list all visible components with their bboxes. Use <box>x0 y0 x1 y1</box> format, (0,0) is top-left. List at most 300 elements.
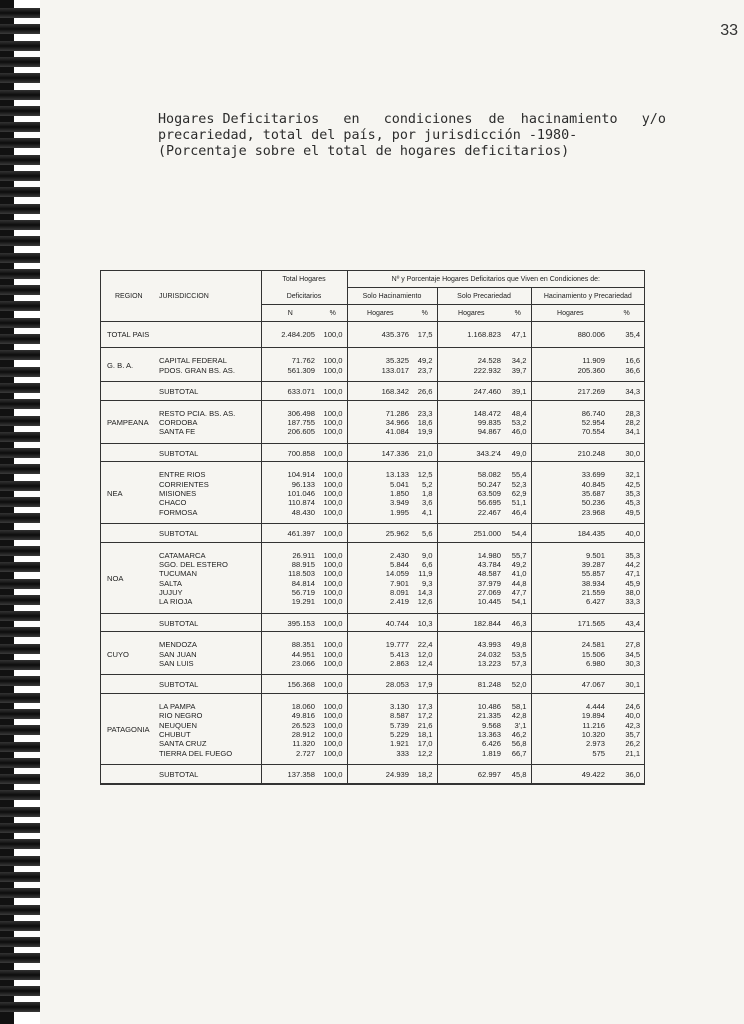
jurisdiction-name: PDOS. GRAN BS. AS. <box>159 365 235 375</box>
cell-hogares-prec: 43.784 <box>477 559 502 569</box>
cell-n: 71.762 <box>291 356 315 366</box>
cell-hogares-hac: 71.286 <box>385 408 410 418</box>
cell-pct: 100,0 <box>323 711 343 721</box>
cell-pct-hacprec: 44,2 <box>625 559 641 569</box>
cell-hogares-hacprec: 21.559 <box>581 588 606 598</box>
region-group-row <box>101 348 644 382</box>
cell-n: 104.914 <box>287 470 315 480</box>
jurisdiction-list <box>159 632 261 675</box>
cell-hogares-hacprec: 39.287 <box>581 559 606 569</box>
jurisdiction-list <box>159 400 261 443</box>
cell-pct-prec-column <box>505 693 531 764</box>
cell-pct: 100,0 <box>323 470 343 480</box>
cell-pct-hacprec: 49,5 <box>625 507 641 517</box>
cell-hogares-prec: 1.819 <box>482 748 502 758</box>
cell-n-column <box>261 400 319 443</box>
cell-pct-prec: 58,1 <box>511 701 527 711</box>
cell-pct-hac: 19,9 <box>417 427 433 437</box>
header-hogares: Hogares <box>531 305 609 322</box>
cell-n-column <box>261 693 319 764</box>
cell-pct-hacprec-column <box>609 462 644 524</box>
subtotal-cell-pct-prec: 52,0 <box>505 675 531 693</box>
subtotal-cell-pct: 100,0 <box>319 382 347 400</box>
cell-hogares-hac: 41.084 <box>385 427 410 437</box>
cell-pct: 100,0 <box>323 488 343 498</box>
cell-pct-prec: 51,1 <box>511 498 527 508</box>
cell-pct: 100,0 <box>323 356 343 366</box>
subtotal-cell-hogares-hacprec: 49.422 <box>531 765 609 783</box>
subtotal-cell-n: 700.858 <box>261 443 319 461</box>
cell-pct-hac: 12,2 <box>417 748 433 758</box>
region-group-row <box>101 632 644 675</box>
cell-pct-prec: 53,2 <box>511 417 527 427</box>
cell-hogares-hacprec-column <box>531 632 609 675</box>
cell-n: 110.874 <box>288 498 315 508</box>
total-pais-row <box>101 322 644 348</box>
cell-pct-prec: 47,1 <box>505 322 531 348</box>
cell-hogares-hac: 35.325 <box>385 356 410 366</box>
subtotal-row <box>101 675 644 693</box>
cell-pct-hacprec: 21,1 <box>625 748 641 758</box>
subtotal-cell-pct-hacprec: 30,1 <box>609 675 644 693</box>
subtotal-cell-hogares-hac: 147.336 <box>347 443 413 461</box>
binding-spine <box>0 0 14 1024</box>
jurisdiction-name: SAN LUIS <box>159 659 194 669</box>
cell-hogares-prec: 24.528 <box>477 356 502 366</box>
cell-pct-hac: 4,1 <box>421 507 433 517</box>
cell-n: 2.484.205 <box>261 322 319 348</box>
jurisdiction-name: SANTA FE <box>159 427 196 437</box>
subtotal-row <box>101 765 644 783</box>
cell-pct-hacprec: 42,5 <box>625 479 641 489</box>
cell-pct-hac: 5,2 <box>421 479 433 489</box>
cell-hogares-hac: 5.413 <box>390 649 410 659</box>
subtotal-cell-n: 156.368 <box>261 675 319 693</box>
cell-hogares-prec: 99.835 <box>477 417 502 427</box>
cell-n: 187.755 <box>287 417 315 427</box>
subtotal-cell-hogares-hacprec: 184.435 <box>531 524 609 542</box>
cell-hogares-hac: 3.130 <box>390 701 410 711</box>
cell-pct-prec-column <box>505 400 531 443</box>
cell-hogares-hacprec: 70.554 <box>581 427 606 437</box>
jurisdiction-name: RESTO PCIA. BS. AS. <box>159 408 236 418</box>
cell-pct-hacprec-column <box>609 693 644 764</box>
cell-pct-hac-column <box>413 542 437 613</box>
header-pct: % <box>505 305 531 322</box>
cell-pct-hacprec: 16,6 <box>625 356 641 366</box>
cell-pct-prec: 39,7 <box>511 365 527 375</box>
subtotal-row <box>101 524 644 542</box>
cell-pct-hac: 12,6 <box>417 597 433 607</box>
cell-hogares-prec: 6.426 <box>482 739 502 749</box>
subtotal-cell-hogares-prec: 81.248 <box>437 675 505 693</box>
region-group-row <box>101 542 644 613</box>
cell-hogares-prec: 222.932 <box>473 365 502 375</box>
cell-hogares-prec: 48.587 <box>477 569 502 579</box>
cell-pct-hac: 14,3 <box>417 588 433 598</box>
cell-hogares-hac: 435.376 <box>347 322 413 348</box>
cell-n: 26.911 <box>292 550 315 560</box>
subtotal-cell-pct-hacprec: 36,0 <box>609 765 644 783</box>
cell-hogares-prec: 1.168.823 <box>437 322 505 348</box>
cell-pct-hacprec-column <box>609 348 644 382</box>
subtotal-cell-n: 395.153 <box>261 613 319 631</box>
cell-hogares-hac: 5.844 <box>390 559 410 569</box>
cell-hogares-hacprec: 19.894 <box>581 711 606 721</box>
cell-hogares-prec: 27.069 <box>477 588 502 598</box>
region-group-row <box>101 400 644 443</box>
cell-pct-hacprec: 28,3 <box>625 408 641 418</box>
cell-hogares-prec: 24.032 <box>477 649 502 659</box>
subtotal-spacer <box>101 382 159 400</box>
subtotal-cell-n: 633.071 <box>261 382 319 400</box>
cell-hogares-hacprec: 6.427 <box>586 597 606 607</box>
cell-pct-hac: 11,9 <box>418 569 433 579</box>
cell-hogares-hac: 34.966 <box>385 417 410 427</box>
header-total-hogares <box>261 271 347 305</box>
cell-hogares-hacprec: 11.909 <box>582 356 606 366</box>
cell-pct-hacprec-column <box>609 400 644 443</box>
subtotal-cell-pct: 100,0 <box>319 675 347 693</box>
subtotal-cell-n: 461.397 <box>261 524 319 542</box>
header-pct: % <box>413 305 437 322</box>
cell-n: 118.503 <box>288 569 315 579</box>
cell-pct-hac: 17,5 <box>413 322 437 348</box>
cell-hogares-prec: 50.247 <box>477 479 502 489</box>
cell-hogares-prec: 56.695 <box>477 498 502 508</box>
cell-pct-prec: 46,0 <box>511 427 527 437</box>
cell-n-column <box>261 462 319 524</box>
cell-n: 56.719 <box>291 588 315 598</box>
cell-pct-hacprec: 27,8 <box>625 640 641 650</box>
cell-pct-hacprec: 33,3 <box>625 597 641 607</box>
subtotal-cell-hogares-hac: 25.962 <box>347 524 413 542</box>
cell-pct: 100,0 <box>323 720 343 730</box>
subtotal-cell-pct-hacprec: 30,0 <box>609 443 644 461</box>
cell-pct-hacprec: 26,2 <box>625 739 641 749</box>
cell-pct-hac: 18,6 <box>417 417 433 427</box>
cell-hogares-hac: 8.091 <box>390 588 410 598</box>
jurisdiction-name: CORDOBA <box>159 417 198 427</box>
cell-pct-hacprec: 45,3 <box>625 498 641 508</box>
cell-n: 49.816 <box>291 711 315 721</box>
subtotal-label: SUBTOTAL <box>159 675 261 693</box>
cell-pct-prec: 53,5 <box>511 649 527 659</box>
document-title: Hogares Deficitarios en condiciones de hacinamiento y/o precariedad, total del país, por jurisdicción -1980- (Porcentaje sobre el total de hogares deficitarios) <box>158 112 666 159</box>
jurisdiction-list <box>159 693 261 764</box>
cell-hogares-hac: 14.059 <box>385 569 410 579</box>
cell-pct: 100,0 <box>323 597 343 607</box>
jurisdiction-name: LA RIOJA <box>159 597 193 607</box>
cell-hogares-prec: 10.486 <box>477 701 502 711</box>
cell-n: 306.498 <box>287 408 315 418</box>
cell-hogares-prec: 148.472 <box>473 408 502 418</box>
subtotal-cell-pct-hacprec: 40,0 <box>609 524 644 542</box>
subtotal-cell-pct-prec: 39,1 <box>505 382 531 400</box>
subtotal-cell-hogares-prec: 343.2'4 <box>437 443 505 461</box>
cell-pct-hacprec: 35,7 <box>625 730 641 740</box>
cell-n-column <box>261 542 319 613</box>
cell-n: 206.605 <box>287 427 315 437</box>
cell-pct-column <box>319 693 347 764</box>
cell-pct-hacprec: 47,1 <box>625 569 641 579</box>
cell-n: 88.351 <box>291 640 315 650</box>
region-name: PAMPEANA <box>107 417 149 427</box>
cell-hogares-hacprec: 15.506 <box>581 649 606 659</box>
cell-pct: 100,0 <box>323 730 343 740</box>
header-total-hogares-label: Total Hogares <box>282 275 326 283</box>
subtotal-cell-hogares-prec: 247.460 <box>437 382 505 400</box>
cell-hogares-prec-column <box>437 542 505 613</box>
table-body <box>101 322 644 784</box>
cell-pct-column <box>319 632 347 675</box>
cell-hogares-hacprec: 55.857 <box>581 569 606 579</box>
cell-hogares-hacprec: 11.216 <box>582 720 606 730</box>
cell-pct-hacprec: 35,4 <box>609 322 644 348</box>
cell-n: 96.133 <box>291 479 315 489</box>
cell-pct: 100,0 <box>323 640 343 650</box>
subtotal-spacer <box>101 524 159 542</box>
cell-pct-hacprec: 35,3 <box>625 550 641 560</box>
subtotal-label: SUBTOTAL <box>159 443 261 461</box>
cell-hogares-prec-column <box>437 462 505 524</box>
subtotal-row <box>101 443 644 461</box>
cell-n: 26.523 <box>291 720 315 730</box>
subtotal-cell-pct-hac: 5,6 <box>413 524 437 542</box>
cell-hogares-prec-column <box>437 632 505 675</box>
cell-pct: 100,0 <box>323 588 343 598</box>
jurisdiction-list <box>159 462 261 524</box>
header-hogares: Hogares <box>347 305 413 322</box>
cell-pct-prec: 46,4 <box>511 507 527 517</box>
jurisdiction-name: CHUBUT <box>159 730 191 740</box>
jurisdiction-list <box>159 348 261 382</box>
jurisdiction-name: SALTA <box>159 578 182 588</box>
cell-pct-column <box>319 462 347 524</box>
cell-pct-hac: 21,6 <box>417 720 433 730</box>
cell-pct: 100,0 <box>323 559 343 569</box>
cell-hogares-hacprec: 24.581 <box>581 640 606 650</box>
header-hogares: Hogares <box>437 305 505 322</box>
cell-pct-prec-column <box>505 348 531 382</box>
cell-pct-hac: 9,0 <box>421 550 433 560</box>
cell-n-column <box>261 348 319 382</box>
cell-pct-prec: 57,3 <box>511 659 527 669</box>
cell-pct-hacprec: 24,6 <box>625 701 641 711</box>
subtotal-label: SUBTOTAL <box>159 613 261 631</box>
cell-hogares-hacprec: 23.968 <box>581 507 606 517</box>
cell-hogares-hac: 5.739 <box>390 720 410 730</box>
cell-hogares-hac: 2.419 <box>390 597 410 607</box>
page-number: 33 <box>720 22 738 39</box>
cell-pct-prec-column <box>505 632 531 675</box>
cell-n: 88.915 <box>291 559 315 569</box>
subtotal-cell-hogares-hac: 168.342 <box>347 382 413 400</box>
cell-pct-hac: 1,8 <box>421 488 433 498</box>
cell-pct: 100,0 <box>323 578 343 588</box>
cell-hogares-hacprec: 205.360 <box>577 365 606 375</box>
cell-pct-prec: 55,7 <box>511 550 527 560</box>
cell-pct: 100,0 <box>323 417 343 427</box>
subtotal-row <box>101 382 644 400</box>
cell-pct-hac: 49,2 <box>417 356 433 366</box>
subtotal-cell-pct: 100,0 <box>319 765 347 783</box>
subtotal-cell-pct-hac: 10,3 <box>413 613 437 631</box>
cell-n: 19.291 <box>291 597 315 607</box>
cell-pct-prec: 62,9 <box>511 488 527 498</box>
cell-pct-prec: 49,2 <box>511 559 527 569</box>
cell-pct-hac-column <box>413 400 437 443</box>
cell-hogares-hacprec: 50.236 <box>581 498 606 508</box>
cell-hogares-hac: 5.229 <box>390 730 410 740</box>
cell-hogares-hacprec-column <box>531 542 609 613</box>
subtotal-label: SUBTOTAL <box>159 765 261 783</box>
cell-pct: 100,0 <box>319 322 347 348</box>
header-pct: % <box>319 305 347 322</box>
subtotal-cell-hogares-hacprec: 210.248 <box>531 443 609 461</box>
region-name: G. B. A. <box>107 361 134 371</box>
cell-pct-hacprec: 34,5 <box>625 649 641 659</box>
cell-hogares-prec: 43.993 <box>477 640 502 650</box>
cell-pct: 100,0 <box>323 507 343 517</box>
subtotal-cell-pct: 100,0 <box>319 613 347 631</box>
cell-n: 2.727 <box>295 748 315 758</box>
cell-hogares-hacprec: 4.444 <box>586 701 606 711</box>
subtotal-cell-n: 137.358 <box>261 765 319 783</box>
subtotal-spacer <box>101 613 159 631</box>
cell-pct-column <box>319 542 347 613</box>
cell-pct-prec: 54,1 <box>511 597 527 607</box>
cell-pct: 100,0 <box>323 550 343 560</box>
cell-hogares-prec: 94.867 <box>477 427 502 437</box>
header-region: REGION <box>101 271 159 322</box>
cell-hogares-prec: 13.223 <box>477 659 502 669</box>
subtotal-cell-pct-hac: 26,6 <box>413 382 437 400</box>
cell-pct-prec: 3',1 <box>514 720 527 730</box>
cell-hogares-prec: 22.467 <box>477 507 502 517</box>
cell-hogares-hacprec: 575 <box>592 748 606 758</box>
cell-hogares-prec: 10.445 <box>477 597 502 607</box>
cell-hogares-hac: 3.949 <box>390 498 410 508</box>
cell-hogares-hac: 1.995 <box>390 507 410 517</box>
cell-pct-hac: 17,0 <box>417 739 433 749</box>
region-name: NOA <box>107 574 124 583</box>
cell-pct-hac: 3,6 <box>421 498 433 508</box>
table-header <box>101 271 644 322</box>
jurisdiction-name: CHACO <box>159 498 187 508</box>
cell-pct-hacprec-column <box>609 632 644 675</box>
cell-pct-prec-column <box>505 462 531 524</box>
subtotal-label: SUBTOTAL <box>159 524 261 542</box>
subtotal-spacer <box>101 443 159 461</box>
cell-pct-prec: 47,7 <box>511 588 527 598</box>
subtotal-row <box>101 613 644 631</box>
cell-hogares-hacprec-column <box>531 462 609 524</box>
subtotal-cell-pct-prec: 54,4 <box>505 524 531 542</box>
region-group-row <box>101 693 644 764</box>
cell-hogares-hac: 13.133 <box>385 470 410 480</box>
cell-hogares-prec-column <box>437 348 505 382</box>
subtotal-cell-pct-hac: 21,0 <box>413 443 437 461</box>
cell-hogares-prec: 9.568 <box>482 720 502 730</box>
cell-pct-hacprec: 30,3 <box>625 659 641 669</box>
cell-pct-prec-column <box>505 542 531 613</box>
cell-pct-hacprec: 38,0 <box>625 588 641 598</box>
cell-hogares-hac-column <box>347 542 413 613</box>
cell-hogares-hac-column <box>347 632 413 675</box>
subtotal-cell-hogares-hac: 24.939 <box>347 765 413 783</box>
cell-hogares-hac: 5.041 <box>390 479 410 489</box>
region-name: NEA <box>107 488 123 498</box>
cell-pct-prec: 66,7 <box>511 748 527 758</box>
cell-pct: 100,0 <box>323 498 343 508</box>
cell-hogares-prec: 13.363 <box>477 730 502 740</box>
cell-hogares-hacprec: 880.006 <box>531 322 609 348</box>
cell-pct-column <box>319 348 347 382</box>
cell-hogares-prec: 63.509 <box>477 488 502 498</box>
cell-hogares-hac: 7.901 <box>390 578 410 588</box>
subtotal-cell-hogares-hac: 28.053 <box>347 675 413 693</box>
cell-pct: 100,0 <box>323 659 343 669</box>
header-group-title: Nº y Porcentaje Hogares Deficitarios que Viven en Condiciones de: <box>347 271 644 288</box>
subtotal-cell-hogares-prec: 62.997 <box>437 765 505 783</box>
subtotal-cell-hogares-prec: 182.844 <box>437 613 505 631</box>
cell-pct-hac: 12,0 <box>417 649 433 659</box>
cell-n: 48.430 <box>291 507 315 517</box>
cell-hogares-hac: 8.587 <box>390 711 410 721</box>
cell-pct-hac: 12,5 <box>417 470 433 480</box>
cell-pct-hacprec-column <box>609 542 644 613</box>
jurisdiction-name: JUJUY <box>159 588 183 598</box>
subtotal-cell-hogares-hacprec: 171.565 <box>531 613 609 631</box>
subtotal-cell-hogares-prec: 251.000 <box>437 524 505 542</box>
cell-pct-hac: 12,4 <box>417 659 433 669</box>
cell-hogares-hacprec: 52.954 <box>581 417 606 427</box>
cell-pct: 100,0 <box>323 748 343 758</box>
cell-pct-hacprec: 34,1 <box>625 427 641 437</box>
cell-hogares-hac: 2.430 <box>390 550 410 560</box>
cell-hogares-hac-column <box>347 462 413 524</box>
cell-pct: 100,0 <box>323 365 343 375</box>
cell-hogares-hacprec: 10.320 <box>581 730 606 740</box>
cell-hogares-hac-column <box>347 348 413 382</box>
cell-pct: 100,0 <box>323 408 343 418</box>
header-n: N <box>261 305 319 322</box>
subtotal-spacer <box>101 765 159 783</box>
cell-pct-prec: 56,8 <box>511 739 527 749</box>
jurisdiction-name: SANTA CRUZ <box>159 739 207 749</box>
header-pct: % <box>609 305 644 322</box>
header-solo-precariedad: Solo Precariedad <box>437 288 531 305</box>
cell-hogares-hac: 19.777 <box>385 640 410 650</box>
cell-n-column <box>261 632 319 675</box>
cell-pct-prec: 52,3 <box>511 479 527 489</box>
header-hac-prec: Hacinamiento y Precariedad <box>531 288 644 305</box>
subtotal-cell-pct-prec: 45,8 <box>505 765 531 783</box>
cell-pct: 100,0 <box>323 739 343 749</box>
jurisdiction-name: TUCUMAN <box>159 569 197 579</box>
subtotal-cell-hogares-hacprec: 217.269 <box>531 382 609 400</box>
cell-hogares-hacprec-column <box>531 400 609 443</box>
cell-pct-column <box>319 400 347 443</box>
header-solo-hacinamiento: Solo Hacinamiento <box>347 288 437 305</box>
cell-pct-hac: 22,4 <box>417 640 433 650</box>
cell-pct-prec: 55,4 <box>511 470 527 480</box>
cell-n: 84.814 <box>291 578 315 588</box>
cell-pct-prec: 41,0 <box>511 569 527 579</box>
jurisdiction-name: ENTRE RIOS <box>159 470 206 480</box>
subtotal-cell-pct-hacprec: 34,3 <box>609 382 644 400</box>
